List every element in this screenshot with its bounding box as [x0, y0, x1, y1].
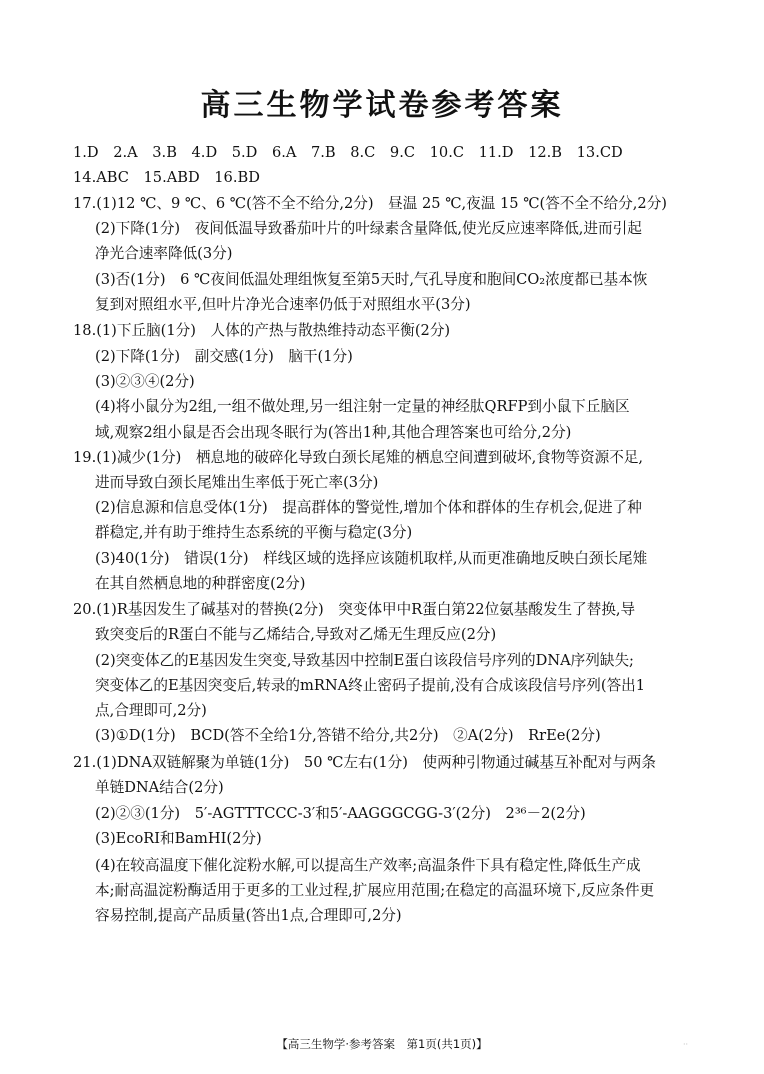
answer-line: 在其自然栖息地的种群密度(2分) — [95, 575, 306, 592]
answer-line: 净光合速率降低(3分) — [95, 245, 233, 262]
page-footer: 【高三生物学·参考答案 第1页(共1页)】 — [276, 1037, 488, 1051]
answer-line: 突变体乙的E基因突变后,转录的mRNA终止密码子提前,没有合成该段信号序列(答出1 — [95, 677, 646, 694]
answer-line: (4)在较高温度下催化淀粉水解,可以提高生产效率;高温条件下具有稳定性,降低生产成 — [95, 857, 641, 874]
answer-line: 进而导致白颈长尾雉出生率低于死亡率(3分) — [95, 474, 379, 491]
answer-line: (4)将小鼠分为2组,一组不做处理,另一组注射一定量的神经肽QRFP到小鼠下丘脑区 — [95, 398, 630, 415]
answer-line: 点,合理即可,2分) — [95, 702, 207, 719]
corner-mark: ·· — [683, 1040, 689, 1049]
page-title: 高三生物学试卷参考答案 — [200, 88, 564, 123]
answer-line: 本;耐高温淀粉酶适用于更多的工业过程,扩展应用范围;在稳定的高温环境下,反应条件更 — [95, 882, 655, 899]
answer-line: 20.(1)R基因发生了碱基对的替换(2分) 突变体甲中R蛋白第22位氨基酸发生了替换,导 — [73, 601, 636, 618]
answer-line: 18.(1)下丘脑(1分) 人体的产热与散热维持动态平衡(2分) — [73, 322, 451, 339]
answer-line: 17.(1)12 ℃、9 ℃、6 ℃(答不全不给分,2分) 昼温 25 ℃,夜温 15 ℃(答不全不给分,2分) — [73, 195, 667, 212]
answer-line: 容易控制,提高产品质量(答出1点,合理即可,2分) — [95, 907, 402, 924]
answer-line: 群稳定,并有助于维持生态系统的平衡与稳定(3分) — [95, 524, 413, 541]
answer-line: (3)①D(1分) BCD(答不全给1分,答错不给分,共2分) ②A(2分) RrEe(2分) — [95, 727, 601, 744]
answer-line: (3)EcoRⅠ和BamHⅠ(2分) — [95, 830, 262, 847]
answer-line: 19.(1)减少(1分) 栖息地的破碎化导致白颈长尾雉的栖息空间遭到破坏,食物等资源不足, — [73, 449, 644, 466]
answer-line: (3)否(1分) 6 ℃夜间低温处理组恢复至第5天时,气孔导度和胞间CO₂浓度都已基本恢 — [95, 271, 648, 288]
answer-line: 致突变后的R蛋白不能与乙烯结合,导致对乙烯无生理反应(2分) — [95, 626, 497, 643]
answer-line: (2)下降(1分) 夜间低温导致番茄叶片的叶绿素含量降低,使光反应速率降低,进而引起 — [95, 220, 642, 237]
answer-line: 14.ABC 15.ABD 16.BD — [73, 169, 260, 186]
answer-line: (2)信息源和信息受体(1分) 提高群体的警觉性,增加个体和群体的生存机会,促进了种 — [95, 499, 642, 516]
answer-line: (3)②③④(2分) — [95, 373, 195, 390]
answer-line: (2)突变体乙的E基因发生突变,导致基因中控制E蛋白该段信号序列的DNA序列缺失; — [95, 652, 634, 669]
answer-line: 21.(1)DNA双链解聚为单链(1分) 50 ℃左右(1分) 使两种引物通过碱基互补配对与两条 — [73, 754, 656, 771]
answer-line: 单链DNA结合(2分) — [95, 779, 224, 796]
answer-line: 域,观察2组小鼠是否会出现冬眠行为(答出1种,其他合理答案也可给分,2分) — [95, 424, 572, 441]
answer-line: (2)②③(1分) 5′-AGTTTCCC-3′和5′-AAGGGCGG-3′(2分) 2³⁶－2(2分) — [95, 805, 586, 822]
answer-line: 1.D 2.A 3.B 4.D 5.D 6.A 7.B 8.C 9.C 10.C 11.D 12.B 13.CD — [73, 144, 623, 161]
answer-line: (3)40(1分) 错误(1分) 样线区域的选择应该随机取样,从而更准确地反映白颈长尾雉 — [95, 550, 648, 567]
answer-line: 复到对照组水平,但叶片净光合速率仍低于对照组水平(3分) — [95, 296, 471, 313]
answer-line: (2)下降(1分) 副交感(1分) 脑干(1分) — [95, 348, 353, 365]
